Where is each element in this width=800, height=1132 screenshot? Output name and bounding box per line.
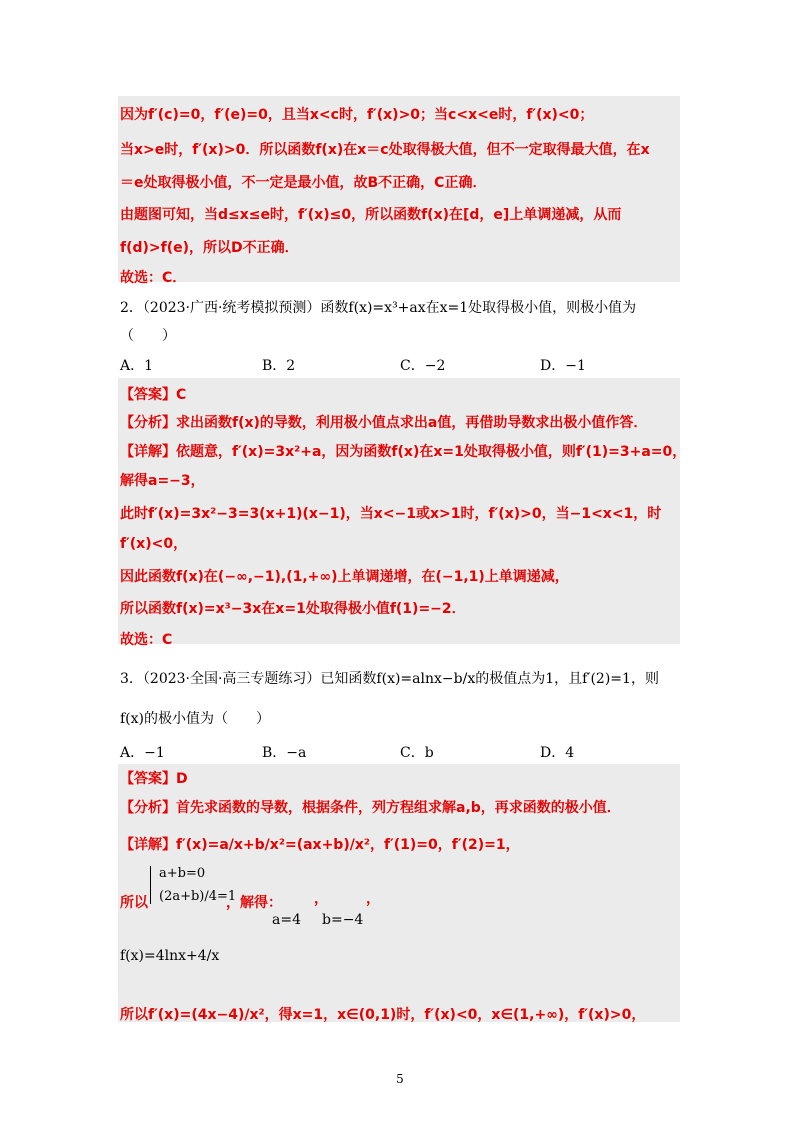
q3-answer: 【答案】D: [120, 771, 188, 787]
q3-option-c: C．b: [400, 745, 434, 761]
q2-option-d: D．−1: [540, 358, 586, 374]
q3-comma-1: ，: [314, 891, 328, 907]
sol1-line4: 由题图可知，当d≤x≤e时，f′(x)≤0，所以函数f(x)在[d，e]上单调递减，从而: [120, 207, 622, 223]
q3-stem: 3．（2023·全国·高三专题练习）已知函数f(x)=alnx−b/x的极值点为1，且f′(2)=1，则: [120, 671, 659, 687]
q2-detail-6: 所以函数f(x)=x³−3x在x=1处取得极小值f(1)=−2．: [120, 601, 466, 617]
q3-detail-3: f(x)=4lnx+4/x: [120, 948, 220, 964]
equation-2: (2a+b)/4=1: [159, 889, 237, 904]
page-number: 5: [396, 1072, 404, 1086]
q2-detail-5: 因此函数f(x)在(−∞,−1),(1,+∞)上单调递增，在(−1,1)上单调递减，: [120, 569, 569, 585]
sol1-line6: 故选：C．: [120, 270, 187, 286]
q3-b-value: b=−4: [322, 912, 364, 928]
q2-option-c: C．−2: [400, 358, 446, 374]
q2-option-a: A．1: [120, 358, 154, 374]
q2-detail-4: f′(x)<0，: [120, 536, 188, 552]
q3-option-a: A．−1: [120, 745, 165, 761]
equation-system: [150, 866, 236, 904]
q2-paren: （ ）: [120, 328, 176, 344]
q2-answer: 【答案】C: [120, 387, 187, 403]
q2-detail-3: 此时f′(x)=3x²−3=3(x+1)(x−1)，当x<−1或x>1时，f′(x)>0，当−1<x<1，时: [120, 506, 662, 522]
equation-1: a+b=0: [159, 866, 206, 881]
q3-detail-2-mid: ，解得：: [226, 895, 282, 911]
q3-stem-2: f(x)的极小值为（ ）: [120, 711, 271, 727]
q3-option-b: B．−a: [262, 745, 307, 761]
q3-analysis: 【分析】首先求函数的导数，根据条件，列方程组求解a,b，再求函数的极小值．: [120, 800, 621, 816]
q3-comma-2: ，: [366, 891, 380, 907]
sol1-line2: 当x>e时，f′(x)>0．所以函数f(x)在x＝c处取得极大值，但不一定取得最大值，在x: [120, 142, 650, 158]
sol1-line1: 因为f′(c)=0，f′(e)=0，且当x<c时，f′(x)>0；当c<x<e时，f′(x)<0；: [120, 107, 594, 123]
q3-detail-2-prefix: 所以: [120, 895, 148, 911]
q3-option-d: D．4: [540, 745, 575, 761]
q2-detail-1: 【详解】依题意，f′(x)=3x²+a，因为函数f(x)在x=1处取得极小值，则f′(1)=3+a=0，: [120, 444, 687, 460]
q3-detail-1: 【详解】f′(x)=a/x+b/x²=(ax+b)/x²，f′(1)=0，f′(2)=1，: [120, 837, 520, 853]
q3-a-value: a=4: [272, 912, 301, 928]
sol1-line3: ＝e处取得极小值，不一定是最小值，故B不正确，C正确．: [120, 175, 487, 191]
q2-analysis: 【分析】求出函数f(x)的导数，利用极小值点求出a值，再借助导数求出极小值作答．: [120, 415, 648, 431]
sol1-line5: f(d)>f(e)，所以D不正确．: [120, 240, 299, 256]
q2-detail-2: 解得a=−3，: [120, 473, 205, 489]
q2-stem: 2．（2023·广西·统考模拟预测）函数f(x)=x³+ax在x=1处取得极小值，则极小值为: [120, 300, 637, 316]
q2-detail-7: 故选：C: [120, 632, 173, 648]
q2-option-b: B．2: [262, 358, 296, 374]
q3-detail-4: 所以f′(x)=(4x−4)/x²，得x=1，x∈(0,1)时，f′(x)<0，x∈(1,+∞)，f′(x)>0，: [120, 1007, 646, 1023]
